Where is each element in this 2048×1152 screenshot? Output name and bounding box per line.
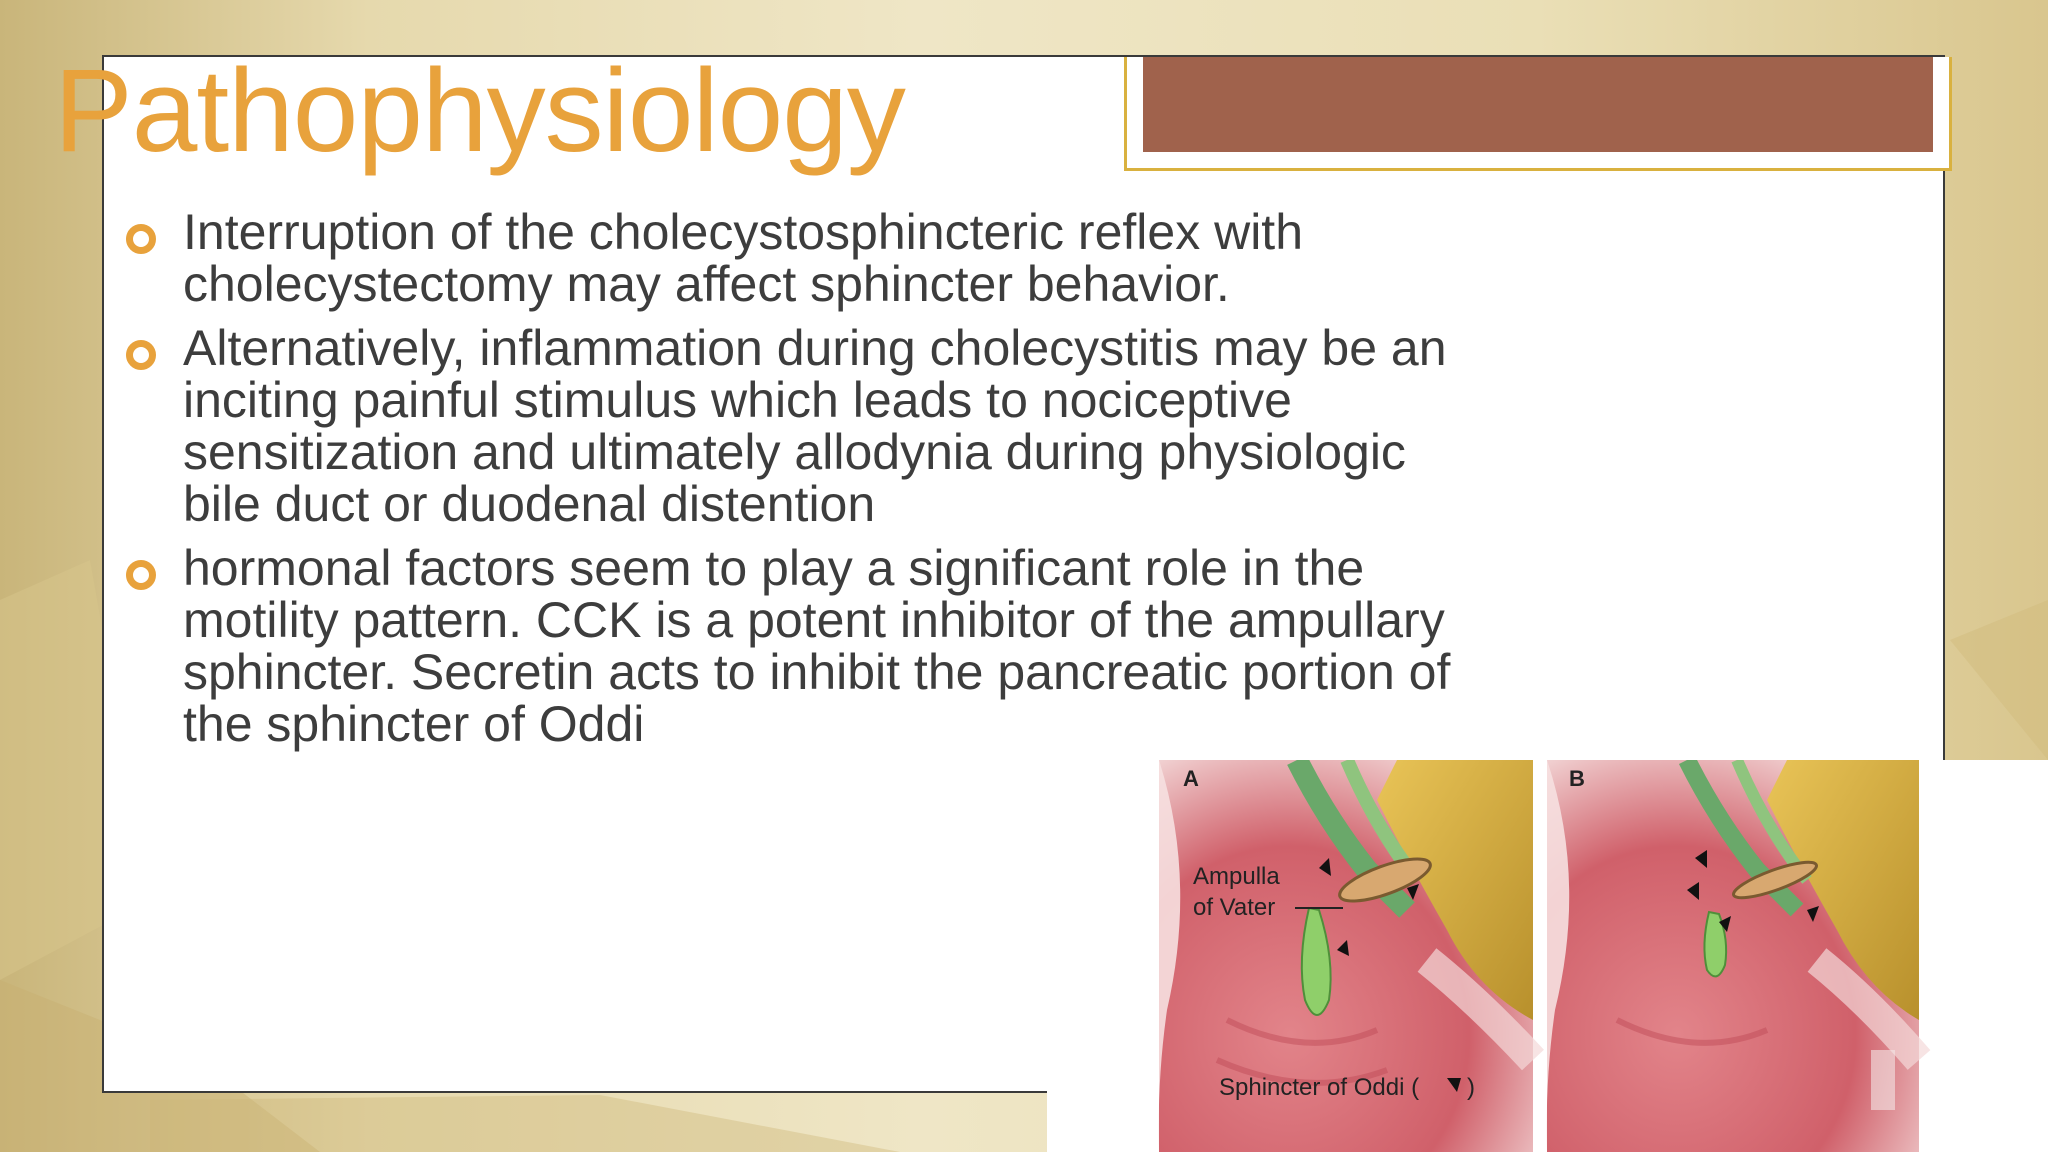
bullet-item	[118, 322, 1578, 530]
bullet-line: bile duct or duodenal distention	[183, 476, 876, 532]
title-accent-frame	[1124, 57, 1952, 171]
bullet-line: motility pattern. CCK is a potent inhibitor of the ampullary	[183, 592, 1445, 648]
bullet-line: cholecystectomy may affect sphincter behavior.	[183, 256, 1230, 312]
panel-b	[1547, 760, 1919, 1152]
bullet-item	[118, 206, 1578, 310]
anatomy-illustration	[1047, 760, 2048, 1152]
bullet-line: sensitization and ultimately allodynia during physiologic	[183, 424, 1406, 480]
panel-a	[1107, 760, 1533, 1152]
sphincter-label-end: )	[1467, 1074, 1475, 1101]
bullet-line: inciting painful stimulus which leads to nociceptive	[183, 372, 1292, 428]
panel-b-letter: B	[1569, 766, 1585, 791]
bullet-line: the sphincter of Oddi	[183, 696, 645, 752]
bullet-ring-icon	[126, 560, 156, 590]
sphincter-anatomy-figure	[1047, 760, 2048, 1152]
bullet-list	[118, 206, 1578, 762]
bullet-ring-icon	[126, 340, 156, 370]
bullet-line: hormonal factors seem to play a significant role in the	[183, 540, 1365, 596]
sphincter-label: Sphincter of Oddi (	[1219, 1074, 1420, 1101]
ampulla-label-line2: of Vater	[1193, 894, 1276, 921]
illustrator-signature	[1871, 1050, 1895, 1110]
bullet-line: Interruption of the cholecystosphincteric reflex with	[183, 204, 1303, 260]
bullet-ring-icon	[126, 224, 156, 254]
panel-a-letter: A	[1183, 766, 1199, 791]
bullet-line: sphincter. Secretin acts to inhibit the pancreatic portion of	[183, 644, 1451, 700]
bullet-item	[118, 542, 1578, 750]
slide-title: Pathophysiology	[54, 45, 905, 177]
title-accent-bar	[1143, 57, 1933, 152]
ampulla-label-line1: Ampulla	[1193, 863, 1280, 890]
bullet-line: Alternatively, inflammation during cholecystitis may be an	[183, 320, 1447, 376]
